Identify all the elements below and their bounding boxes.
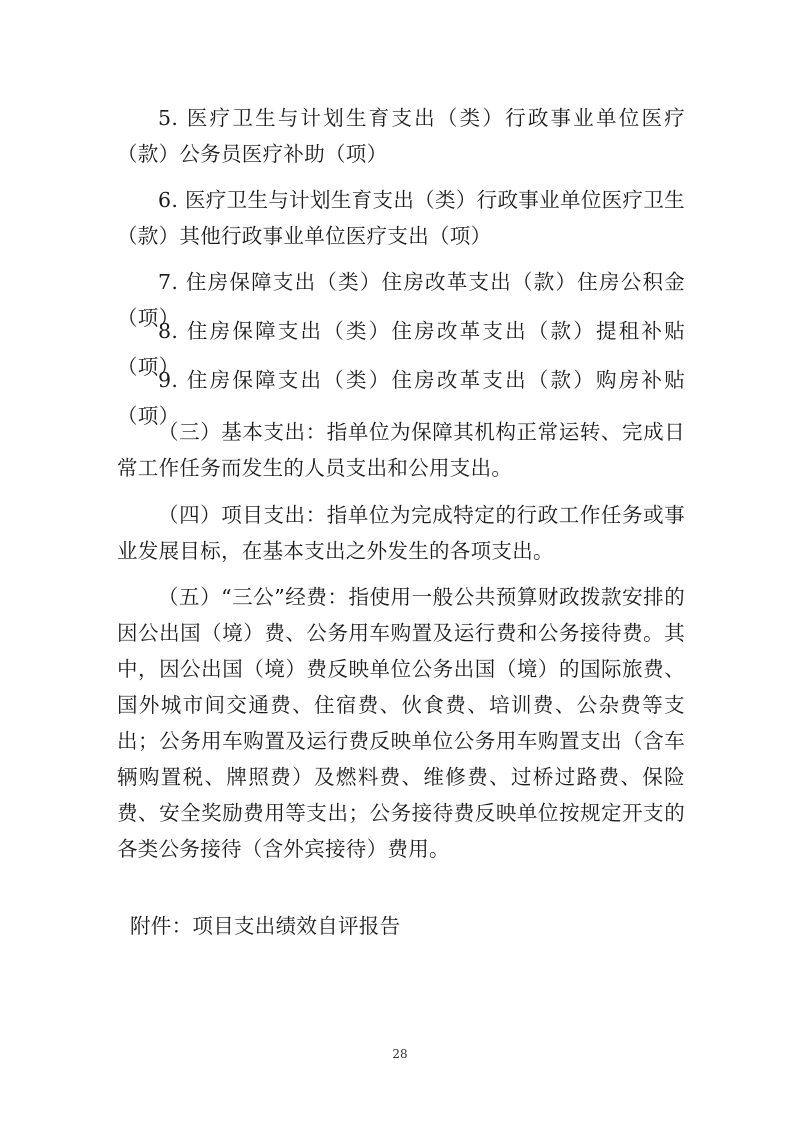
paragraph-three-public-expenses: （五）“三公”经费：指使用一般公共预算财政拨款安排的因公出国（境）费、公务用车购置及运行费和公务接待费。其中，因公出国（境）费反映单位公务出国（境）的国际旅费、国外城市间交通费、住宿费、伙食费、培训费、公杂费等支出；公务用车购置及运行费反映单位公务用车购置支出（含车辆购置税、牌照费）及燃料费、维修费、过桥过路费、保险费、安全奖励费用等支出；公务接待费反映单位按规定开支的各类公务接待（含外宾接待）费用。 xyxy=(117,585,685,861)
paragraph-item-9: 9. 住房保障支出（类）住房改革支出（款）购房补贴（项） xyxy=(117,368,685,428)
paragraph-project-expenditure: （四）项目支出：指单位为完成特定的行政工作任务或事业发展目标，在基本支出之外发生的各项支出。 xyxy=(117,503,685,563)
attachment-note: 附件：项目支出绩效自评报告 xyxy=(130,914,401,938)
paragraph-item-7: 7. 住房保障支出（类）住房改革支出（款）住房公积金（项） xyxy=(117,270,685,330)
paragraph-basic-expenditure: （三）基本支出：指单位为保障其机构正常运转、完成日常工作任务而发生的人员支出和公用支出。 xyxy=(117,420,685,480)
paragraph-item-6: 6. 医疗卫生与计划生育支出（类）行政事业单位医疗卫生（款）其他行政事业单位医疗支出（项） xyxy=(117,188,685,248)
paragraph-item-5: 5. 医疗卫生与计划生育支出（类）行政事业单位医疗（款）公务员医疗补助（项） xyxy=(117,106,685,166)
paragraph-item-8: 8. 住房保障支出（类）住房改革支出（款）提租补贴（项） xyxy=(117,319,685,379)
page-number: 28 xyxy=(392,1047,408,1061)
